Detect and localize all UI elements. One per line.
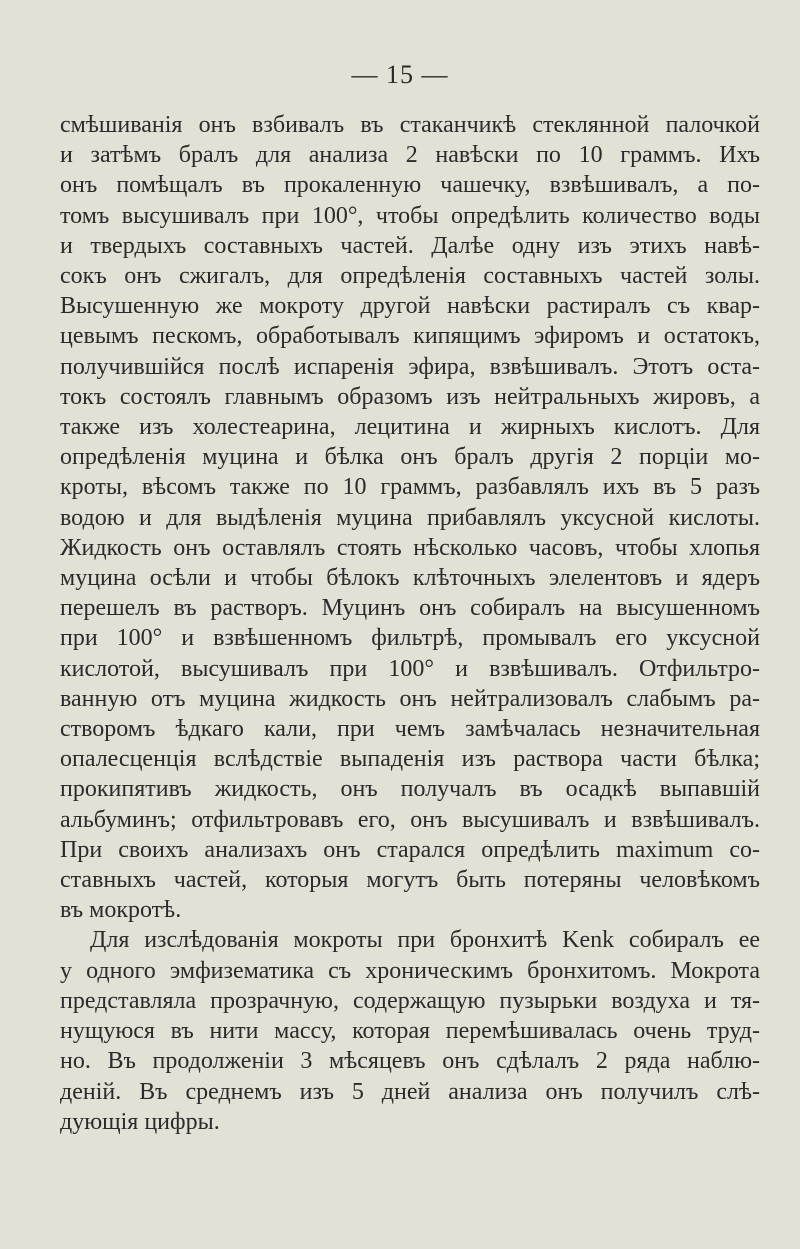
paragraph-2 bbox=[60, 925, 760, 1136]
text-line: онъ помѣщалъ въ прокаленную чашечку, взвѣшивалъ, а по- bbox=[60, 172, 760, 199]
page-number: — 15 — bbox=[351, 60, 449, 89]
text-line: перешелъ въ растворъ. Муцинъ онъ собиралъ на высушенномъ bbox=[60, 595, 760, 622]
text-line: При своихъ анализахъ онъ старался опредѣлить maximum со- bbox=[60, 836, 760, 863]
text-line: при 100° и взвѣшенномъ фильтрѣ, промывалъ его уксусной bbox=[60, 625, 760, 652]
text-line: кроты, вѣсомъ также по 10 граммъ, разбавлялъ ихъ въ 5 разъ bbox=[60, 474, 760, 501]
text-line: у одного эмфизематика съ хроническимъ бронхитомъ. Мокрота bbox=[60, 957, 760, 984]
text-line: смѣшиванія онъ взбивалъ въ стаканчикѣ стеклянной палочкой bbox=[60, 112, 760, 138]
text-line: опредѣленія муцина и бѣлка онъ бралъ другія 2 порціи мо- bbox=[60, 444, 760, 471]
text-line: муцина осѣли и чтобы бѣлокъ клѣточныхъ элелентовъ и ядеръ bbox=[60, 565, 760, 592]
text-line: прокипятивъ жидкость, онъ получалъ въ осадкѣ выпавшій bbox=[60, 776, 760, 803]
text-line: но. Въ продолженіи 3 мѣсяцевъ онъ сдѣлалъ 2 ряда наблю- bbox=[60, 1048, 760, 1075]
text-line: створомъ ѣдкаго кали, при чемъ замѣчалась незначительная bbox=[60, 716, 760, 743]
text-line: въ мокротѣ. bbox=[60, 897, 182, 924]
text-line: ванную отъ муцина жидкость онъ нейтрализовалъ слабымъ ра- bbox=[60, 685, 760, 712]
text-line: дующія цифры. bbox=[60, 1108, 220, 1135]
text-line: деній. Въ среднемъ изъ 5 дней анализа онъ получилъ слѣ- bbox=[60, 1078, 760, 1105]
text-line: токъ состоялъ главнымъ образомъ изъ нейтральныхъ жировъ, а bbox=[60, 383, 760, 410]
paragraph-1 bbox=[60, 110, 760, 925]
text-line: также изъ холестеарина, лецитина и жирныхъ кислотъ. Для bbox=[60, 414, 760, 441]
text-line: и твердыхъ составныхъ частей. Далѣе одну изъ этихъ навѣ- bbox=[60, 232, 760, 259]
text-line: получившійся послѣ испаренія эфира, взвѣшивалъ. Этотъ оста- bbox=[60, 353, 760, 380]
text-line: нущуюся въ нити массу, которая перемѣшивалась очень труд- bbox=[60, 1018, 760, 1045]
text-line: ставныхъ частей, которыя могутъ быть потеряны человѣкомъ bbox=[60, 867, 760, 894]
text-line: представляла прозрачную, содержащую пузырьки воздуха и тя- bbox=[60, 987, 760, 1014]
text-line: сокъ онъ сжигалъ, для опредѣленія составныхъ частей золы. bbox=[60, 263, 760, 290]
text-line: кислотой, высушивалъ при 100° и взвѣшивалъ. Отфильтро- bbox=[60, 655, 760, 682]
text-line: цевымъ пескомъ, обработывалъ кипящимъ эфиромъ и остатокъ, bbox=[60, 323, 760, 350]
text-line: опалесценція вслѣдствіе выпаденія изъ раствора части бѣлка; bbox=[60, 746, 760, 773]
text-line: Высушенную же мокроту другой навѣски растиралъ съ квар- bbox=[60, 293, 760, 320]
text-line: и затѣмъ бралъ для анализа 2 навѣски по 10 граммъ. Ихъ bbox=[60, 142, 760, 169]
text-line: Жидкость онъ оставлялъ стоять нѣсколько часовъ, чтобы хлопья bbox=[60, 534, 760, 561]
text-line: альбуминъ; отфильтровавъ его, онъ высушивалъ и взвѣшивалъ. bbox=[60, 806, 760, 833]
body-text bbox=[60, 110, 760, 1137]
text-line: томъ высушивалъ при 100°, чтобы опредѣлить количество воды bbox=[60, 202, 760, 229]
text-line: водою и для выдѣленія муцина прибавлялъ уксусной кислоты. bbox=[60, 504, 760, 531]
text-line: Для изслѣдованія мокроты при бронхитѣ Kenk собиралъ ее bbox=[90, 927, 760, 954]
